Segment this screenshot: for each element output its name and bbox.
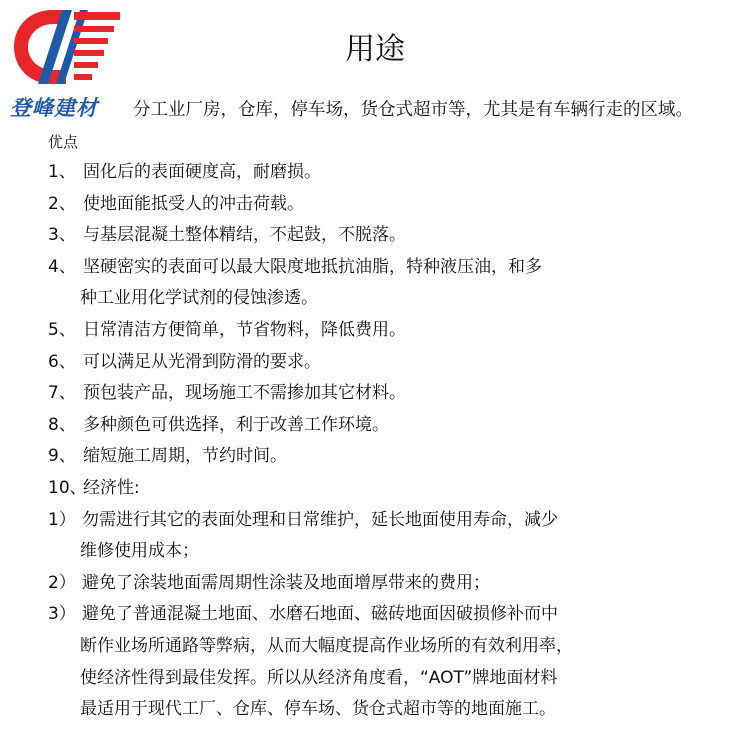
item-text: 坚硬密实的表面可以最大限度地抵抗油脂，特种液压油，和多: [83, 256, 542, 277]
company-logo: 登峰建材: [6, 4, 130, 116]
point-text: 维修使用成本；: [80, 541, 199, 562]
item-number: 8、: [48, 414, 76, 435]
item-number: 5、: [48, 320, 76, 340]
point-number: 1）: [48, 509, 76, 530]
item-row: [48, 410, 389, 435]
item-row: [48, 157, 321, 182]
item-row: [48, 347, 321, 372]
item-number: 9、: [48, 446, 76, 467]
item-text: 种工业用化学试剂的侵蚀渗透。: [80, 288, 318, 309]
item-row: [48, 378, 406, 403]
point-row: [80, 694, 556, 719]
point-number: 2）: [48, 572, 76, 593]
point-number: 3）: [48, 604, 76, 625]
item-row: [48, 189, 304, 214]
item-number: 6、: [48, 351, 76, 372]
point-text: 勿需进行其它的表面处理和日常维护，延长地面使用寿命，减少: [82, 509, 558, 530]
point-row: [48, 505, 558, 530]
advantages-heading: 优点: [48, 133, 79, 151]
item-row: [48, 315, 406, 340]
usage-intro: 分工业厂房，仓库，停车场，货仓式超市等，尤其是有车辆行走的区域。: [133, 100, 693, 120]
item-text: 预包装产品，现场施工不需掺加其它材料。: [83, 383, 406, 404]
item-text: 使地面能抵受人的冲击荷载。: [83, 193, 304, 214]
item-row: [48, 220, 406, 245]
point-row: [80, 536, 199, 561]
point-text: 最适用于现代工厂、仓库、停车场、货仓式超市等的地面施工。: [80, 699, 556, 720]
item-row: [80, 283, 318, 308]
item-text: 可以满足从光滑到防滑的要求。: [83, 351, 321, 372]
item-text: 与基层混凝土整体精结，不起鼓，不脱落。: [83, 225, 406, 246]
item-number: 1、: [48, 162, 76, 182]
item-number: 3、: [48, 225, 76, 246]
point-row: [80, 663, 557, 688]
point-text: 使经济性得到最佳发挥。所以从经济角度看，“AOT”牌地面材料: [80, 667, 558, 688]
item-row: [48, 473, 140, 498]
point-text: 断作业场所通路等弊病，从而大幅度提高作业场所的有效利用率，: [80, 636, 573, 656]
item-row: [48, 441, 287, 466]
item-number: 7、: [48, 383, 76, 404]
item-text: 固化后的表面硬度高，耐磨损。: [83, 162, 321, 182]
point-text: 避免了普通混凝土地面、水磨石地面、磁砖地面因破损修补而中: [82, 604, 558, 625]
item-number: 4、: [48, 256, 76, 277]
page-title: 用途: [345, 32, 405, 67]
item-number: 10、: [48, 478, 87, 498]
item-text: 经济性:: [83, 478, 140, 498]
item-number: 2、: [48, 193, 76, 214]
item-text: 日常清洁方便简单，节省物料，降低费用。: [83, 320, 406, 340]
point-text: 避免了涂装地面需周期性涂装及地面增厚带来的费用；: [82, 572, 490, 593]
point-row: [48, 599, 558, 624]
point-row: [48, 568, 490, 593]
item-text: 缩短施工周期，节约时间。: [83, 446, 287, 467]
item-text: 多种颜色可供选择，利于改善工作环境。: [83, 414, 389, 435]
point-row: [80, 631, 573, 656]
item-row: [48, 252, 542, 277]
